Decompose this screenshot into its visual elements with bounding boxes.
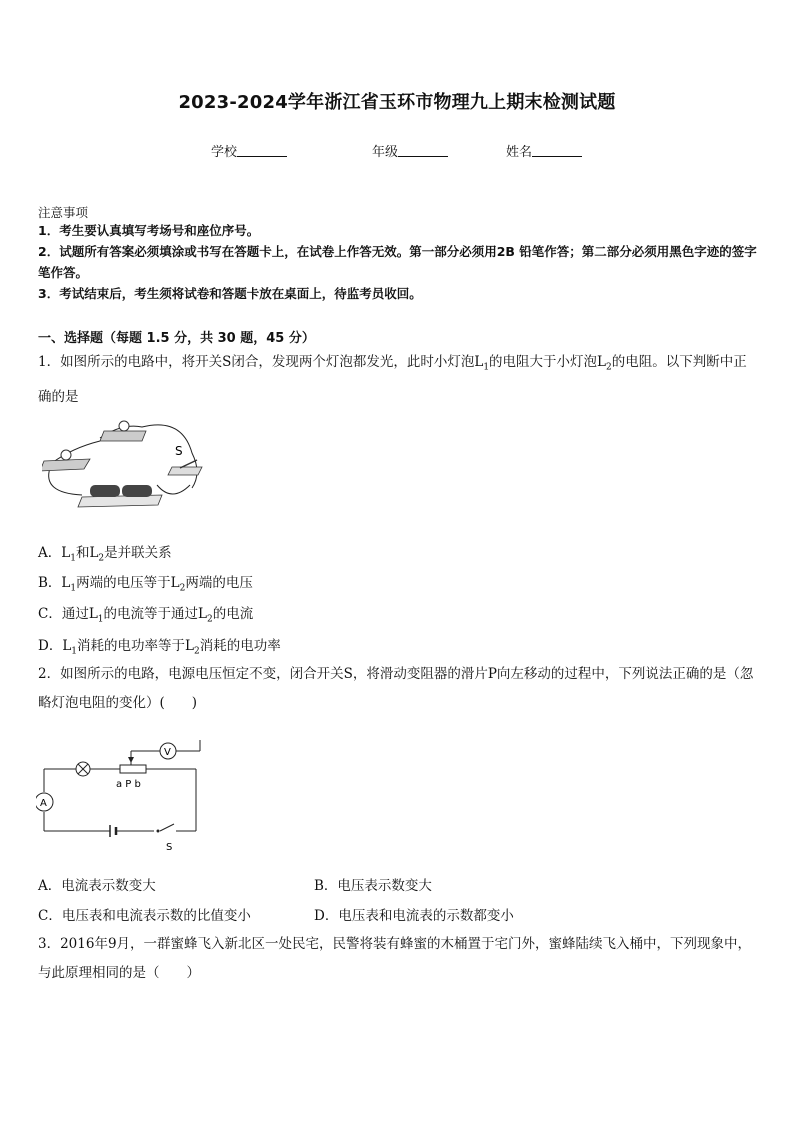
grade-blank[interactable] [398,144,448,157]
q2-option-a[interactable]: A．电流表示数变大 [38,878,156,894]
name-field[interactable] [506,141,582,160]
name-label: 姓名 [506,145,533,160]
q1-option-a[interactable]: A．$L_1$和$L_2$是并联关系 [38,545,172,564]
switch-label: S [175,444,183,458]
q1-circuit-figure [42,413,212,513]
q2-option-b[interactable]: B．电压表示数变大 [314,878,432,894]
question-1-stem [38,348,760,412]
rheostat-labels: a P b [116,779,141,790]
question-3-stem: 3．2016年9月，一群蜜蜂飞入新北区一处民宅，民警将装有蜂蜜的木桶置于宅门外，蜜蜂陆续飞入桶中，下列现象中，与此原理相同的是（ ） [38,936,752,981]
school-blank[interactable] [237,144,287,157]
bulb-l2-board [100,421,146,441]
question-2-stem: 2．如图所示的电路，电源电压恒定不变，闭合开关S，将滑动变阻器的滑片P向左移动的过程中，下列说法正确的是（忽略灯泡电阻的变化）( ) [38,666,754,711]
bulb-l1-board [42,450,90,471]
q1-stem-part: 的电阻大于小灯泡L [489,354,607,370]
q1-option-d[interactable]: D．$L_1$消耗的电功率等于$L_2$消耗的电功率 [38,638,281,657]
slider-p-arrow [128,757,134,763]
q1-option-c[interactable]: C．通过$L_1$的电流等于通过$L_2$的电流 [38,606,254,625]
section-heading: 一、选择题（每题 1.5 分，共 30 题，45 分） [38,331,315,346]
page-title: 2023-2024学年浙江省玉环市物理九上期末检测试题 [178,92,616,113]
grade-label: 年级 [372,145,399,160]
q2-circuit-figure [36,740,206,855]
name-blank[interactable] [532,144,582,157]
subscript: 1 [483,362,490,373]
q2-option-c[interactable]: C．电压表和电流表示数的比值变小 [38,908,251,924]
notes-heading: 注意事项 [38,205,89,220]
q1-stem-part: 的电阻。以下判断中正确的是 [38,354,747,405]
q2-option-d[interactable]: D．电压表和电流表的示数都变小 [314,908,514,924]
lamp [76,762,90,776]
note-item-3: 3．考试结束后，考生须将试卷和答题卡放在桌面上，待监考员收回。 [38,286,422,301]
school-label: 学校 [211,145,238,160]
voltmeter [160,743,176,759]
switch-label: S [166,842,173,853]
voltmeter-label: V [164,747,171,758]
battery [110,825,116,837]
switch-s [168,444,202,475]
note-item-2: 2．试题所有答案必须填涂或书写在答题卡上，在试卷上作答无效。第一部分必须用2B 铅笔作答；第二部分必须用黑色字迹的签字笔作答。 [38,244,757,280]
q1-option-b[interactable]: B．$L_1$两端的电压等于$L_2$两端的电压 [38,575,253,594]
rheostat [120,765,146,773]
subscript: 2 [606,362,612,373]
grade-field[interactable] [372,141,448,160]
q1-stem-part: 1．如图所示的电路中，将开关S闭合，发现两个灯泡都发光，此时小灯泡L [38,354,484,370]
ammeter-label: A [40,798,47,809]
switch-contact [157,830,160,833]
school-field[interactable] [211,141,287,160]
battery-pack [78,485,162,507]
ammeter [36,793,53,811]
note-item-1: 1．考生要认真填写考场号和座位序号。 [38,223,260,238]
